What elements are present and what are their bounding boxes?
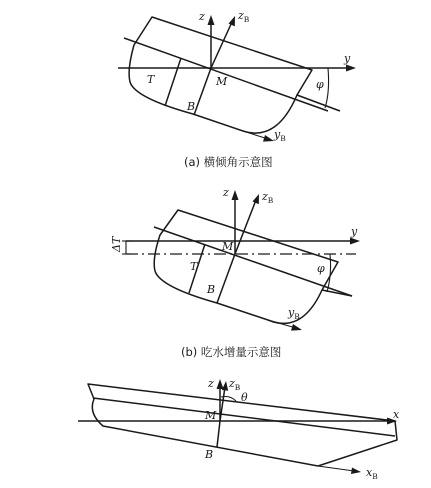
panel-c (78, 377, 400, 481)
label-theta-c: θ (241, 391, 248, 404)
body-vertical-b (217, 254, 235, 303)
label-zB-c: $z_B$ (229, 377, 241, 392)
label-phi-a: φ (316, 78, 324, 91)
label-phi-b: φ (317, 262, 325, 275)
zB-axis-b (235, 200, 256, 254)
label-B-b: B (207, 283, 216, 296)
draft-line-a (165, 58, 181, 106)
caption-b: (b) 吃水增量示意图 (181, 345, 282, 359)
label-T-b: T (190, 260, 198, 273)
label-zB-b: $z_B$ (262, 190, 274, 205)
label-B-a: B (187, 100, 196, 113)
label-z-a: z (199, 10, 205, 23)
panel-b (110, 186, 360, 359)
label-T-a: T (147, 73, 155, 86)
body-vertical-c (217, 421, 220, 447)
phi-arc-a (325, 68, 329, 108)
label-x-c: x (393, 408, 400, 421)
label-yB-a: $y_B$ (274, 128, 286, 143)
label-dT-b: ΔT (110, 236, 123, 252)
label-xB-c: $x_B$ (366, 466, 378, 481)
label-z-c: z (208, 377, 214, 390)
caption-a: (a) 横倾角示意图 (184, 155, 273, 169)
label-B-c: B (205, 448, 214, 461)
label-yB-b: $y_B$ (288, 306, 300, 321)
label-zB-a: $z_B$ (238, 9, 250, 24)
zB-axis-a (211, 22, 232, 68)
label-z-b: z (223, 186, 229, 199)
panel-a (118, 9, 356, 169)
label-M-b: M (222, 240, 234, 253)
label-y-a: y (344, 52, 351, 65)
body-vertical-a (194, 68, 211, 115)
xB-axis-c (318, 466, 354, 471)
label-y-b: y (351, 225, 358, 238)
yB-axis-b (268, 320, 296, 328)
label-M-a: M (216, 75, 228, 88)
label-M-c: M (205, 409, 217, 422)
